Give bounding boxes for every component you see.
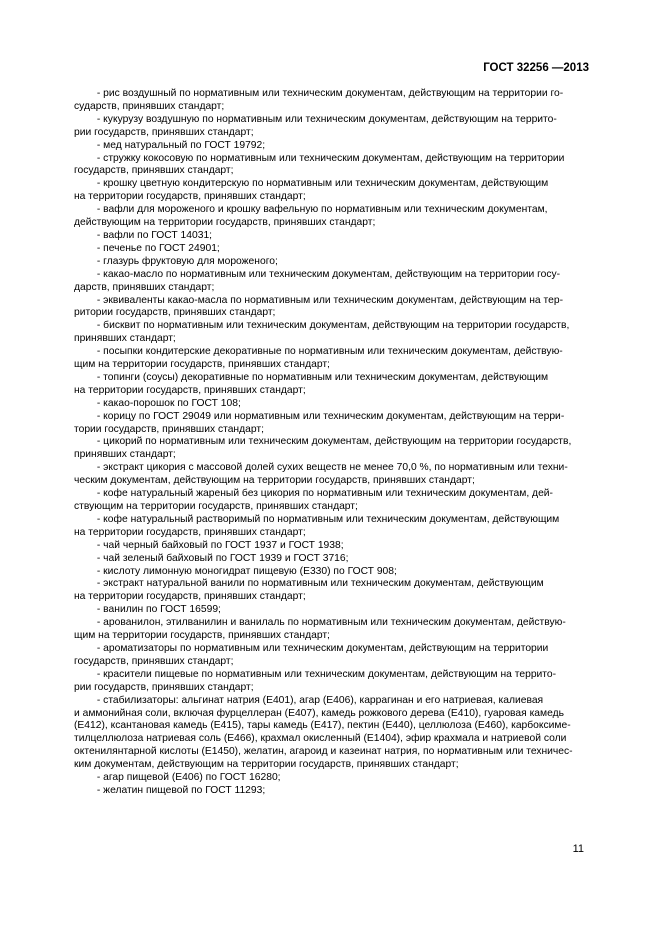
text-line: - глазурь фруктовую для мороженого; xyxy=(74,255,278,267)
text-line: - какао-порошок по ГОСТ 108; xyxy=(74,397,241,409)
text-line: - красители пищевые по нормативным или техническим документам, действующим на террито- xyxy=(74,668,557,680)
text-line: - корицу по ГОСТ 29049 или нормативным или техническим документам, действующим на терри- xyxy=(74,410,565,422)
text-line: - цикорий по нормативным или техническим документам, действующим на территории государств, xyxy=(74,436,572,448)
text-line: - экстракт цикория с массовой долей сухих веществ не менее 70,0 %, по нормативным или техни- xyxy=(74,462,568,474)
text-line: на территории государств, принявших стандарт; xyxy=(74,526,306,538)
document-body xyxy=(74,88,585,798)
text-line: сударств, принявших стандарт; xyxy=(74,100,225,112)
text-line: (Е412), ксантановая камедь (Е415), тары камедь (Е417), пектин (Е440), целлюлоза (Е460), карбоксиме- xyxy=(74,720,571,732)
text-line: - чай черный байховый по ГОСТ 1937 и ГОСТ 1938; xyxy=(74,539,344,551)
page-number: 11 xyxy=(572,843,584,855)
text-line: ким документам, действующим на территории государств, принявших стандарт; xyxy=(74,759,459,771)
text-line: - ароматизаторы по нормативным или техническим документам, действующим на территории xyxy=(74,642,549,654)
text-line: - экстракт натуральной ванили по нормативным или техническим документам, действующим xyxy=(74,578,544,590)
text-line: принявших стандарт; xyxy=(74,449,176,461)
text-line: ствующим на территории государств, принявших стандарт; xyxy=(74,501,358,512)
text-line: государств, принявших стандарт; xyxy=(74,655,234,667)
text-line: на территории государств, принявших стандарт; xyxy=(74,384,306,396)
text-line: - топинги (соусы) декоративные по нормативным или техническим документам, действующим xyxy=(74,371,549,383)
text-line: действующим на территории государств, принявших стандарт; xyxy=(74,217,376,229)
text-line: дарств, принявших стандарт; xyxy=(74,281,215,293)
text-line: - вафли для мороженого и крошку вафельную по нормативным или техническим документам, xyxy=(74,204,548,216)
text-line: рии государств, принявших стандарт; xyxy=(74,681,254,693)
text-line: - печенье по ГОСТ 24901; xyxy=(74,242,220,254)
text-line: - стабилизаторы: альгинат натрия (Е401), агар (Е406), каррагинан и его натриевая, калиевая xyxy=(74,694,544,706)
text-line: щим на территории государств, принявших стандарт; xyxy=(74,630,330,642)
text-line: и аммонийная соли, включая фурцеллеран (Е407), камедь рожкового дерева (Е410), гуаровая камедь xyxy=(74,707,564,719)
text-line: принявших стандарт; xyxy=(74,333,176,345)
document-code: ГОСТ 32256 —2013 xyxy=(483,62,589,74)
text-line: тилцеллюлоза натриевая соль (Е466), крахмал окисленный (Е1404), эфир крахмала и натриевой соли xyxy=(74,733,567,745)
text-line: на территории государств, принявших стандарт; xyxy=(74,591,306,603)
text-line: - какао-масло по нормативным или техническим документам, действующим на территории госу- xyxy=(74,268,561,280)
text-line: - бисквит по нормативным или техническим документам, действующим на территории государств, xyxy=(74,320,570,332)
text-line: - чай зеленый байховый по ГОСТ 1939 и ГОСТ 3716; xyxy=(74,552,349,564)
text-line: ритории государств, принявших стандарт; xyxy=(74,307,276,319)
text-line: - желатин пищевой по ГОСТ 11293; xyxy=(74,784,266,796)
text-line: ческим документам, действующим на территории государств, принявших стандарт; xyxy=(74,475,475,487)
text-line: щим на территории государств, принявших стандарт; xyxy=(74,359,330,371)
text-line: - стружку кокосовую по нормативным или техническим документам, действующим на территории xyxy=(74,152,565,164)
text-line: - ванилин по ГОСТ 16599; xyxy=(74,604,221,616)
text-line: - кислоту лимонную моногидрат пищевую (Е330) по ГОСТ 908; xyxy=(74,565,397,577)
text-line: - арованилон, этилванилин и ванилаль по нормативным или техническим документам, действую- xyxy=(74,617,566,629)
text-line: - эквиваленты какао-масла по нормативным или техническим документам, действующим на тер- xyxy=(74,294,563,306)
text-line: государств, принявших стандарт; xyxy=(74,165,234,177)
text-line: - кофе натуральный жареный без цикория по нормативным или техническим документам, дей- xyxy=(74,488,553,500)
text-line: - кукурузу воздушную по нормативным или техническим документам, действующим на террито- xyxy=(74,113,557,125)
text-line: - агар пищевой (Е406) по ГОСТ 16280; xyxy=(74,772,281,784)
text-line: тории государств, принявших стандарт; xyxy=(74,423,264,435)
text-line: - рис воздушный по нормативным или техническим документам, действующим на территории го- xyxy=(74,88,564,99)
text-line: рии государств, принявших стандарт; xyxy=(74,126,254,138)
text-line: - посыпки кондитерские декоративные по нормативным или техническим документам, действую- xyxy=(74,346,563,358)
text-line: - вафли по ГОСТ 14031; xyxy=(74,229,213,241)
text-line: - мед натуральный по ГОСТ 19792; xyxy=(74,139,266,151)
text-line: октенилянтарной кислоты (Е1450), желатин, агароид и казеинат натрия, по нормативным или техничес- xyxy=(74,746,573,758)
text-line: - крошку цветную кондитерскую по нормативным или техническим документам, действующим xyxy=(74,178,549,190)
text-line: - кофе натуральный растворимый по нормативным или техническим документам, действующим xyxy=(74,513,560,525)
text-line: на территории государств, принявших стандарт; xyxy=(74,191,306,203)
